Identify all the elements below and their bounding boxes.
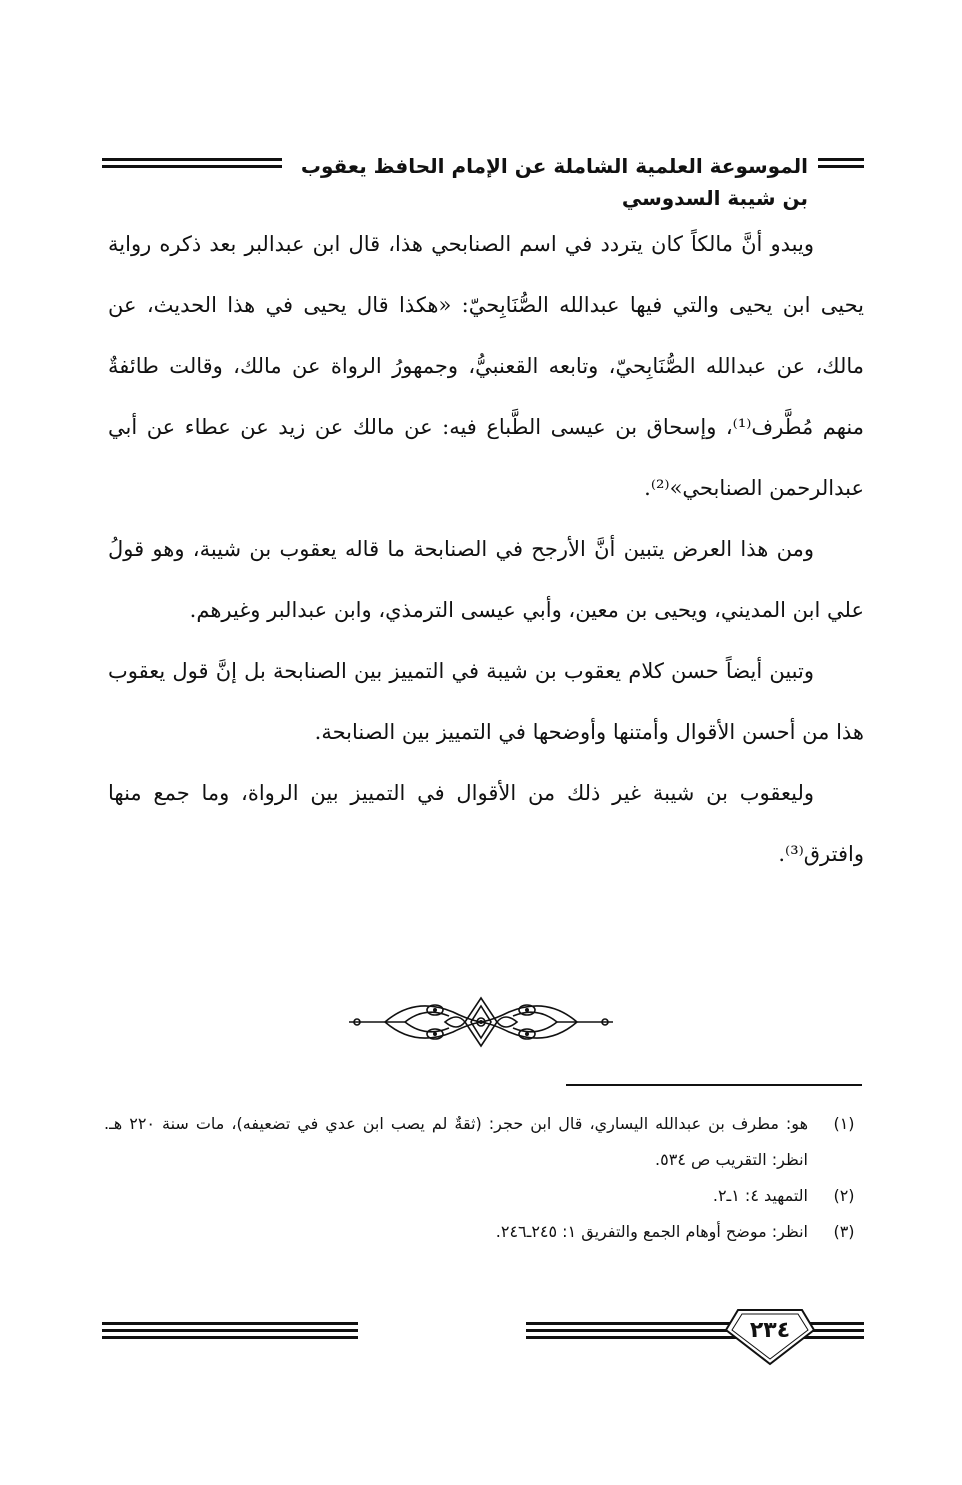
footer-rule-left	[102, 1322, 358, 1343]
page-footer	[100, 1302, 864, 1372]
paragraph-3: وتبين أيضاً حسن كلام يعقوب بن شيبة في التمييز بين الصنابحة بل إنَّ قول يعقوب هذا من أحسن الأقوال وأمتنها وأوضحها في التمييز بين الصنابحة.	[108, 659, 864, 744]
ornament-divider-icon	[345, 990, 617, 1054]
footnote-number: (٣)	[833, 1222, 855, 1241]
header-rule-left	[102, 158, 282, 172]
footnote-separator	[566, 1084, 862, 1086]
footnote-text: التمهيد ٤: ١ـ٢.	[712, 1186, 808, 1205]
footnote-text: انظر: موضح أوهام الجمع والتفريق ١: ٢٤٥ـ٢٤٦.	[495, 1222, 808, 1241]
footnotes	[104, 1106, 864, 1250]
paragraph-1: ويبدو أنَّ مالكاً كان يتردد في اسم الصنابحي هذا، قال ابن عبدالبر بعد ذكره رواية يحيى ابن يحيى والتي فيها عبدالله الصُّنَابِحيّ: «هكذا قال يحيى في هذا الحديث، عن مالك، عن عبدالله الصُّنَابِحيّ، وتابعه القعنبيُّ، وجمهورُ الرواة عن مالك، وقالت طائفةٌ منهم مُطَّرف⁽¹⁾، وإسحاق بن عيسى الطَّباع فيه: عن مالك عن زيد عن عطاء عن أبي عبدالرحمن الصنابحي»⁽²⁾.	[108, 232, 865, 500]
paragraph-2: ومن هذا العرض يتبين أنَّ الأرجح في الصنابحة ما قاله يعقوب بن شيبة، وهو قولُ علي ابن المديني، ويحيى بن معين، وأبي عيسى الترمذي، وابن عبدالبر وغيرهم.	[108, 537, 864, 622]
footnote-2	[104, 1178, 864, 1214]
running-header	[100, 150, 864, 210]
header-title: الموسوعة العلمية الشاملة عن الإمام الحافظ يعقوب بن شيبة السدوسي	[300, 154, 808, 210]
paragraph-4: وليعقوب بن شيبة غير ذلك من الأقوال في التمييز بين الرواة، وما جمع منها وافترق⁽³⁾.	[108, 781, 864, 866]
page-number: ٢٣٤	[749, 1318, 791, 1343]
footnote-3	[104, 1214, 864, 1250]
footnote-number: (١)	[833, 1114, 855, 1133]
main-text	[108, 214, 864, 885]
footnote-1	[104, 1106, 864, 1178]
footnote-number: (٢)	[833, 1186, 855, 1205]
footnote-text: هو: مطرف بن عبدالله اليساري، قال ابن حجر: (ثقةٌ لم يصب ابن عدي في تضعيفه)، مات سنة ٢٢٠ هـ. انظر: التقريب ص ٥٣٤.	[104, 1114, 809, 1169]
header-rule-right	[818, 158, 864, 172]
